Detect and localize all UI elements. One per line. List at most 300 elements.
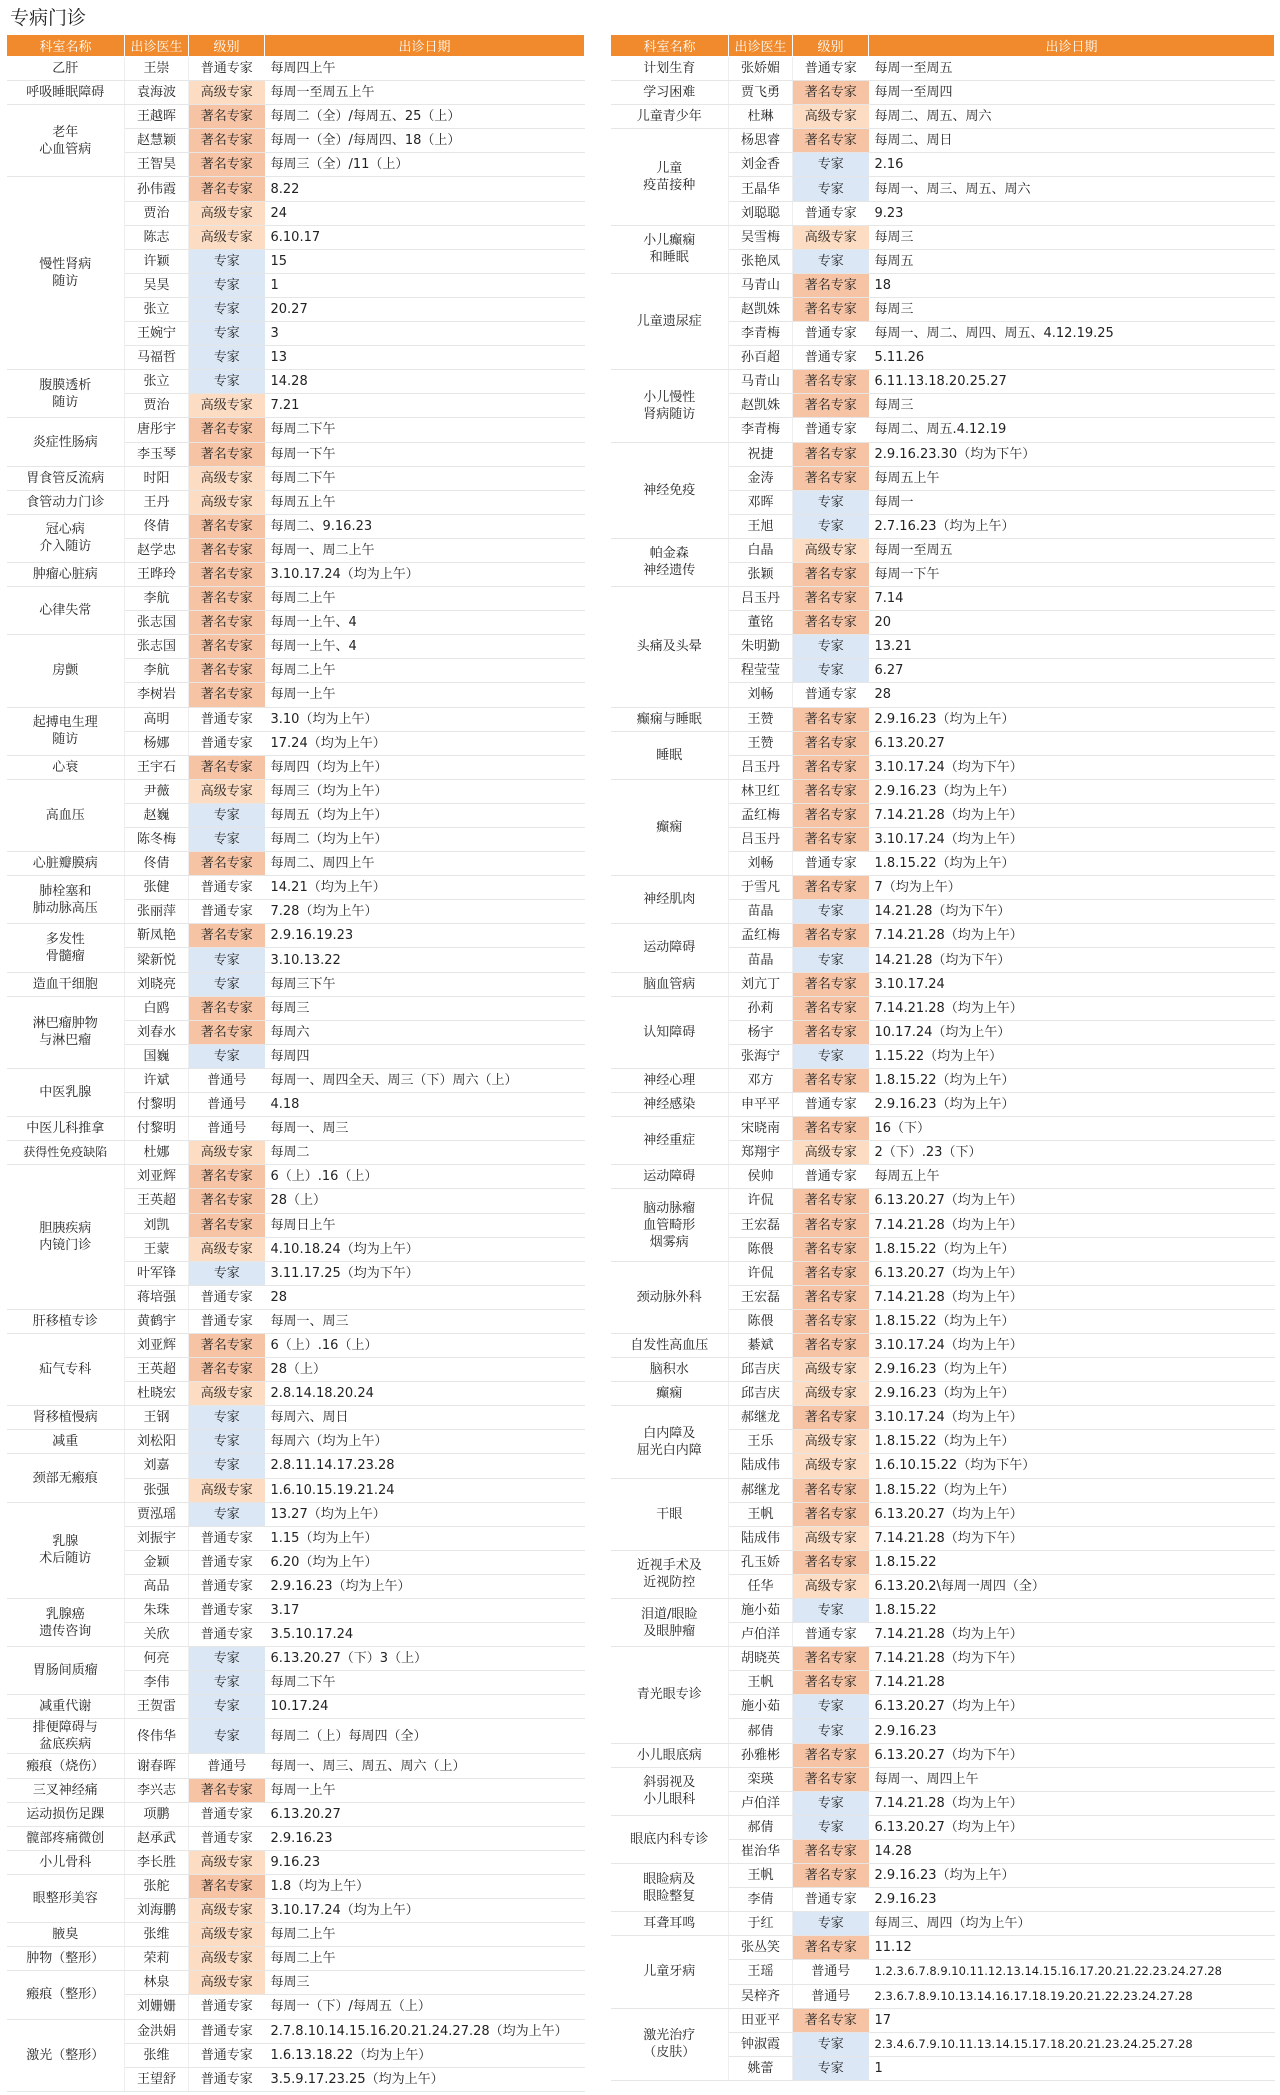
table-row [611, 1864, 1275, 1888]
table-row [611, 1406, 1275, 1430]
schedule-date: 每周二上午 [265, 1947, 585, 1971]
doctor-name: 高品 [125, 1574, 189, 1598]
level-badge: 普通专家 [793, 852, 869, 876]
level-badge: 著名专家 [793, 273, 869, 297]
level-badge: 普通专家 [189, 57, 265, 81]
doctor-name: 张立 [125, 297, 189, 321]
table-row [611, 1068, 1275, 1092]
doctor-name: 王贺雷 [125, 1695, 189, 1719]
doctor-name: 綦斌 [729, 1333, 793, 1357]
level-badge: 普通专家 [793, 57, 869, 81]
schedule-date: 2.9.16.23（均为上午） [869, 707, 1275, 731]
dept-name: 自发性高血压 [611, 1333, 729, 1357]
schedule-date: 7.14.21.28 [869, 1671, 1275, 1695]
schedule-date: 15 [265, 249, 585, 273]
schedule-date: 1.6.10.15.22（均为下午） [869, 1454, 1275, 1478]
level-badge: 专家 [793, 900, 869, 924]
level-badge: 著名专家 [793, 1261, 869, 1285]
level-badge: 著名专家 [793, 562, 869, 586]
schedule-date: 每周一 [869, 490, 1275, 514]
level-badge: 著名专家 [189, 1778, 265, 1802]
page-title: 专病门诊 [10, 7, 87, 29]
level-badge: 著名专家 [793, 1936, 869, 1960]
table-row [7, 1430, 585, 1454]
table-row [611, 105, 1275, 129]
schedule-date: 5.11.26 [869, 346, 1275, 370]
level-badge: 普通号 [189, 1117, 265, 1141]
schedule-date: 2.7.8.10.14.15.16.20.21.24.27.28（均为上午） [265, 2019, 585, 2043]
dept-name: 耳聋耳鸣 [611, 1912, 729, 1936]
dept-name: 肺栓塞和 肺动脉高压 [7, 876, 125, 924]
dept-name: 呼吸睡眠障碍 [7, 81, 125, 105]
doctor-name: 吴梓齐 [729, 1984, 793, 2008]
doctor-name: 张立 [125, 370, 189, 394]
schedule-date: 6.13.20.27（下）3（上） [265, 1647, 585, 1671]
schedule-date: 3.10.17.24（均为上午） [869, 828, 1275, 852]
schedule-date: 24 [265, 201, 585, 225]
schedule-date: 28（上） [265, 1358, 585, 1382]
table-row [7, 81, 585, 105]
schedule-date: 13.21 [869, 635, 1275, 659]
dept-name: 小儿癫痫 和睡眠 [611, 225, 729, 273]
schedule-date: 10.17.24（均为上午） [869, 1020, 1275, 1044]
level-badge: 普通专家 [189, 1826, 265, 1850]
level-badge: 高级专家 [189, 1382, 265, 1406]
level-badge: 专家 [793, 1815, 869, 1839]
schedule-date: 每周二（全）/每周五、25（上） [265, 105, 585, 129]
level-badge: 普通专家 [189, 1574, 265, 1598]
schedule-date: 2.9.16.23（均为上午） [265, 1574, 585, 1598]
dept-name: 头痛及头晕 [611, 587, 729, 707]
dept-name: 乳腺癌 遗传咨询 [7, 1599, 125, 1647]
doctor-name: 金颖 [125, 1550, 189, 1574]
dept-name: 肾移植慢病 [7, 1406, 125, 1430]
level-badge: 高级专家 [189, 490, 265, 514]
level-badge: 普通专家 [793, 201, 869, 225]
doctor-name: 时阳 [125, 466, 189, 490]
doctor-name: 杨思睿 [729, 129, 793, 153]
schedule-date: 1.8.15.22（均为上午） [869, 1430, 1275, 1454]
dept-name: 中医乳腺 [7, 1068, 125, 1116]
doctor-name: 张志国 [125, 635, 189, 659]
doctor-name: 张维 [125, 1923, 189, 1947]
table-row [7, 587, 585, 611]
table-row [7, 1850, 585, 1874]
table-row [611, 1936, 1275, 1960]
level-badge: 著名专家 [189, 1165, 265, 1189]
dept-name: 起搏电生理 随访 [7, 707, 125, 755]
table-row [611, 442, 1275, 466]
dept-name: 神经心理 [611, 1068, 729, 1092]
doctor-name: 卢伯洋 [729, 1623, 793, 1647]
dept-name: 神经重症 [611, 1117, 729, 1165]
doctor-name: 杨宇 [729, 1020, 793, 1044]
schedule-date: 28（上） [265, 1189, 585, 1213]
doctor-name: 国巍 [125, 1044, 189, 1068]
doctor-name: 李青梅 [729, 418, 793, 442]
schedule-date: 3.10.17.24 [869, 972, 1275, 996]
schedule-date: 6.13.20.27（均为上午） [869, 1502, 1275, 1526]
schedule-date: 13.27（均为上午） [265, 1502, 585, 1526]
doctor-name: 赵凯姝 [729, 394, 793, 418]
doctor-name: 陆成伟 [729, 1454, 793, 1478]
table-row [611, 1599, 1275, 1623]
table-row [611, 81, 1275, 105]
doctor-name: 姚蕾 [729, 2056, 793, 2080]
level-badge: 专家 [189, 803, 265, 827]
doctor-name: 贾泓瑶 [125, 1502, 189, 1526]
schedule-date: 每周四 [265, 1044, 585, 1068]
level-badge: 普通专家 [189, 731, 265, 755]
table-row [611, 707, 1275, 731]
doctor-name: 孟红梅 [729, 924, 793, 948]
schedule-date: 每周五上午 [265, 490, 585, 514]
schedule-date: 14.28 [265, 370, 585, 394]
level-badge: 著名专家 [793, 1333, 869, 1357]
level-badge: 著名专家 [189, 442, 265, 466]
doctor-name: 谢春晖 [125, 1754, 189, 1778]
doctor-name: 赵承武 [125, 1826, 189, 1850]
level-badge: 著名专家 [189, 852, 265, 876]
table-row [611, 1647, 1275, 1671]
dept-name: 胃肠间质瘤 [7, 1647, 125, 1695]
dept-name: 癫痫 [611, 1382, 729, 1406]
schedule-date: 6.11.13.18.20.25.27 [869, 370, 1275, 394]
schedule-date: 每周二 [265, 1141, 585, 1165]
schedule-date: 20 [869, 611, 1275, 635]
level-badge: 著名专家 [189, 514, 265, 538]
schedule-date: 每周五（均为上午） [265, 803, 585, 827]
doctor-name: 陈偎 [729, 1237, 793, 1261]
doctor-name: 王帆 [729, 1671, 793, 1695]
schedule-date: 1 [869, 2056, 1275, 2080]
doctor-name: 许侃 [729, 1261, 793, 1285]
dept-name: 炎症性肠病 [7, 418, 125, 466]
table-header-row [7, 35, 585, 57]
level-badge: 普通专家 [189, 2043, 265, 2067]
schedule-date: 7.14.21.28（均为上午） [869, 924, 1275, 948]
schedule-date: 每周二（上）每周四（全） [265, 1719, 585, 1754]
doctor-name: 金洪娟 [125, 2019, 189, 2043]
dept-name: 老年 心血管病 [7, 105, 125, 177]
table-row [7, 1947, 585, 1971]
doctor-name: 程莹莹 [729, 659, 793, 683]
level-badge: 著名专家 [793, 1743, 869, 1767]
doctor-name: 许侃 [729, 1189, 793, 1213]
table-row [611, 779, 1275, 803]
dept-name: 肿瘤心脏病 [7, 562, 125, 586]
doctor-name: 孙百超 [729, 346, 793, 370]
schedule-date: 每周一上午、4 [265, 635, 585, 659]
doctor-name: 邓晖 [729, 490, 793, 514]
schedule-date: 每周二下午 [265, 1671, 585, 1695]
schedule-date: 6.13.20.27（均为上午） [869, 1261, 1275, 1285]
doctor-name: 田亚平 [729, 2008, 793, 2032]
doctor-name: 王赞 [729, 707, 793, 731]
doctor-name: 于红 [729, 1912, 793, 1936]
level-badge: 普通专家 [793, 418, 869, 442]
table-row [611, 731, 1275, 755]
level-badge: 著名专家 [793, 1189, 869, 1213]
schedule-date: 1.15.22（均为上午） [869, 1044, 1275, 1068]
doctor-name: 李青梅 [729, 322, 793, 346]
table-row [7, 1406, 585, 1430]
doctor-name: 邱吉庆 [729, 1358, 793, 1382]
dept-name: 睡眠 [611, 731, 729, 779]
schedule-date: 1.8.15.22 [869, 1550, 1275, 1574]
table-row [7, 707, 585, 731]
doctor-name: 郑翔宇 [729, 1141, 793, 1165]
level-badge: 著名专家 [793, 803, 869, 827]
schedule-date: 每周一、周二上午 [265, 538, 585, 562]
dept-name: 排便障碍与 盆底疾病 [7, 1719, 125, 1754]
schedule-date: 2.9.16.23（均为上午） [869, 1358, 1275, 1382]
level-badge: 专家 [189, 948, 265, 972]
doctor-name: 马福哲 [125, 346, 189, 370]
doctor-name: 王望舒 [125, 2067, 189, 2091]
level-badge: 普通专家 [793, 1093, 869, 1117]
doctor-name: 施小茹 [729, 1695, 793, 1719]
schedule-date: 每周一、周二、周四、周五、4.12.19.25 [869, 322, 1275, 346]
schedule-date: 1.2.3.6.7.8.9.10.11.12.13.14.15.16.17.20.21.22.23.24.27.28 [869, 1960, 1275, 1984]
dept-name: 淋巴瘤肿物 与淋巴瘤 [7, 996, 125, 1068]
level-badge: 著名专家 [793, 1309, 869, 1333]
table-row [611, 587, 1275, 611]
schedule-date: 1.8.15.22（均为上午） [869, 1237, 1275, 1261]
schedule-date: 1.8.15.22（均为上午） [869, 1309, 1275, 1333]
doctor-name: 陈冬梅 [125, 828, 189, 852]
schedule-date: 每周一（下）/每周五（上） [265, 1995, 585, 2019]
level-badge: 普通专家 [793, 683, 869, 707]
doctor-name: 关欣 [125, 1623, 189, 1647]
schedule-date: 20.27 [265, 297, 585, 321]
dept-name: 多发性 骨髓瘤 [7, 924, 125, 972]
dept-name: 颈动脉外科 [611, 1261, 729, 1333]
dept-name: 冠心病 介入随访 [7, 514, 125, 562]
schedule-date: 每周二（均为上午） [265, 828, 585, 852]
doctor-name: 李树岩 [125, 683, 189, 707]
dept-name: 儿童牙病 [611, 1936, 729, 2008]
doctor-name: 钟淑霞 [729, 2032, 793, 2056]
doctor-name: 刘振宇 [125, 1526, 189, 1550]
doctor-name: 杜晓宏 [125, 1382, 189, 1406]
doctor-name: 王宏磊 [729, 1285, 793, 1309]
schedule-date: 每周三 [265, 1971, 585, 1995]
schedule-date: 2.3.4.6.7.9.10.11.13.14.15.17.18.20.21.23.24.25.27.28 [869, 2032, 1275, 2056]
level-badge: 高级专家 [793, 1430, 869, 1454]
schedule-date: 2.9.16.23.30（均为下午） [869, 442, 1275, 466]
doctor-name: 刘畅 [729, 683, 793, 707]
schedule-date: 7.14.21.28（均为上午） [869, 1791, 1275, 1815]
level-badge: 专家 [189, 1695, 265, 1719]
level-badge: 专家 [189, 972, 265, 996]
schedule-date: 1 [265, 273, 585, 297]
level-badge: 普通专家 [793, 322, 869, 346]
level-badge: 专家 [793, 635, 869, 659]
schedule-date: 每周三（均为上午） [265, 779, 585, 803]
schedule-date: 每周二上午 [265, 1923, 585, 1947]
dept-name: 近视手术及 近视防控 [611, 1550, 729, 1598]
level-badge: 普通专家 [189, 1995, 265, 2019]
doctor-name: 许斌 [125, 1068, 189, 1092]
doctor-name: 靳凤艳 [125, 924, 189, 948]
schedule-date: 3.10.17.24（均为上午） [869, 1333, 1275, 1357]
dept-name: 心衰 [7, 755, 125, 779]
dept-name: 脑积水 [611, 1358, 729, 1382]
schedule-date: 每周一（全）/每周四、18（上） [265, 129, 585, 153]
level-badge: 著名专家 [793, 1671, 869, 1695]
schedule-date: 2（下）.23（下） [869, 1141, 1275, 1165]
schedule-date: 7.14.21.28（均为下午） [869, 1526, 1275, 1550]
schedule-date: 每周四上午 [265, 57, 585, 81]
dept-name: 中医儿科推拿 [7, 1117, 125, 1141]
table-row [611, 1189, 1275, 1213]
schedule-date: 9.23 [869, 201, 1275, 225]
doctor-name: 张健 [125, 876, 189, 900]
doctor-name: 邱吉庆 [729, 1382, 793, 1406]
level-badge: 普通专家 [793, 1165, 869, 1189]
level-badge: 高级专家 [189, 225, 265, 249]
table-row [7, 972, 585, 996]
doctor-name: 张维 [125, 2043, 189, 2067]
doctor-name: 郝继龙 [729, 1478, 793, 1502]
level-badge: 专家 [189, 1719, 265, 1754]
schedule-date: 每周一上午、4 [265, 611, 585, 635]
dept-name: 心律失常 [7, 587, 125, 635]
doctor-name: 王婉宁 [125, 322, 189, 346]
level-badge: 普通专家 [189, 900, 265, 924]
doctor-name: 王瑶 [729, 1960, 793, 1984]
doctor-name: 尹薇 [125, 779, 189, 803]
doctor-name: 梁新悦 [125, 948, 189, 972]
doctor-name: 陈偎 [729, 1309, 793, 1333]
doctor-name: 郝倩 [729, 1815, 793, 1839]
schedule-date: 4.18 [265, 1093, 585, 1117]
table-row [611, 273, 1275, 297]
level-badge: 专家 [793, 249, 869, 273]
table-row [611, 1767, 1275, 1791]
dept-name: 儿童青少年 [611, 105, 729, 129]
table-row [7, 852, 585, 876]
schedule-date: 16（下） [869, 1117, 1275, 1141]
doctor-name: 孙雅彬 [729, 1743, 793, 1767]
table-row [611, 924, 1275, 948]
table-row [7, 1874, 585, 1898]
doctor-name: 宋晓南 [729, 1117, 793, 1141]
dept-name: 小儿眼底病 [611, 1743, 729, 1767]
doctor-name: 王钢 [125, 1406, 189, 1430]
schedule-date: 6（上）.16（上） [265, 1333, 585, 1357]
table-row [7, 635, 585, 659]
schedule-date: 3.10.17.24（均为上午） [265, 1899, 585, 1923]
table-row [7, 1754, 585, 1778]
doctor-name: 贾治 [125, 394, 189, 418]
level-badge: 著名专家 [793, 1406, 869, 1430]
schedule-date: 2.9.16.23 [869, 1888, 1275, 1912]
level-badge: 普通专家 [189, 1550, 265, 1574]
schedule-date: 2.8.11.14.17.23.28 [265, 1454, 585, 1478]
dept-name: 三叉神经痛 [7, 1778, 125, 1802]
level-badge: 著名专家 [189, 1020, 265, 1044]
level-badge: 专家 [189, 1502, 265, 1526]
schedule-date: 3.10.17.24（均为上午） [869, 1406, 1275, 1430]
schedule-date: 每周六（均为上午） [265, 1430, 585, 1454]
schedule-date: 6.13.20.27（均为上午） [869, 1815, 1275, 1839]
doctor-name: 李长胜 [125, 1850, 189, 1874]
doctor-name: 刘晓亮 [125, 972, 189, 996]
level-badge: 普通专家 [793, 346, 869, 370]
schedule-date: 13 [265, 346, 585, 370]
doctor-name: 叶军锋 [125, 1261, 189, 1285]
schedule-date: 6.13.20.27（均为下午） [869, 1743, 1275, 1767]
level-badge: 著名专家 [189, 587, 265, 611]
schedule-date: 每周三 [869, 225, 1275, 249]
schedule-date: 10.17.24 [265, 1695, 585, 1719]
schedule-date: 每周二、周日 [869, 129, 1275, 153]
doctor-name: 王智昊 [125, 153, 189, 177]
table-row [611, 225, 1275, 249]
doctor-name: 吕玉丹 [729, 755, 793, 779]
level-badge: 著名专家 [189, 562, 265, 586]
doctor-name: 何亮 [125, 1647, 189, 1671]
doctor-name: 苗晶 [729, 900, 793, 924]
schedule-date: 28 [265, 1285, 585, 1309]
doctor-name: 张丽萍 [125, 900, 189, 924]
schedule-date: 6.13.20.27（均为上午） [869, 1189, 1275, 1213]
doctor-name: 李兴志 [125, 1778, 189, 1802]
doctor-name: 张艳凤 [729, 249, 793, 273]
table-row [611, 1333, 1275, 1357]
dept-name: 食管动力门诊 [7, 490, 125, 514]
dept-name: 计划生育 [611, 57, 729, 81]
header-level: 级别 [793, 35, 869, 57]
dept-name: 青光眼专诊 [611, 1647, 729, 1743]
schedule-date: 3.11.17.25（均为下午） [265, 1261, 585, 1285]
level-badge: 高级专家 [189, 1141, 265, 1165]
schedule-date: 2.9.16.19.23 [265, 924, 585, 948]
doctor-name: 任华 [729, 1574, 793, 1598]
level-badge: 高级专家 [189, 466, 265, 490]
doctor-name: 刘海鹏 [125, 1899, 189, 1923]
level-badge: 高级专家 [189, 1923, 265, 1947]
schedule-date: 每周一、周三 [265, 1117, 585, 1141]
level-badge: 专家 [189, 273, 265, 297]
header-date: 出诊日期 [869, 35, 1275, 57]
doctor-name: 张丛笑 [729, 1936, 793, 1960]
level-badge: 普通号 [189, 1754, 265, 1778]
doctor-name: 王乐 [729, 1430, 793, 1454]
level-badge: 普通专家 [189, 1599, 265, 1623]
schedule-date: 每周一、周四全天、周三（下）周六（上） [265, 1068, 585, 1092]
level-badge: 著名专家 [793, 442, 869, 466]
level-badge: 普通号 [189, 1093, 265, 1117]
level-badge: 专家 [793, 948, 869, 972]
doctor-name: 杨娜 [125, 731, 189, 755]
level-badge: 高级专家 [189, 81, 265, 105]
table-row [611, 1912, 1275, 1936]
table-row [7, 779, 585, 803]
doctor-name: 贾治 [125, 201, 189, 225]
dept-name: 小儿慢性 肾病随访 [611, 370, 729, 442]
level-badge: 著名专家 [793, 1068, 869, 1092]
dept-name: 小儿骨科 [7, 1850, 125, 1874]
level-badge: 专家 [793, 1599, 869, 1623]
level-badge: 著名专家 [793, 611, 869, 635]
schedule-date: 17.24（均为上午） [265, 731, 585, 755]
doctor-name: 王赞 [729, 731, 793, 755]
schedule-date: 每周三（全）/11（上） [265, 153, 585, 177]
table-row [7, 1971, 585, 1995]
